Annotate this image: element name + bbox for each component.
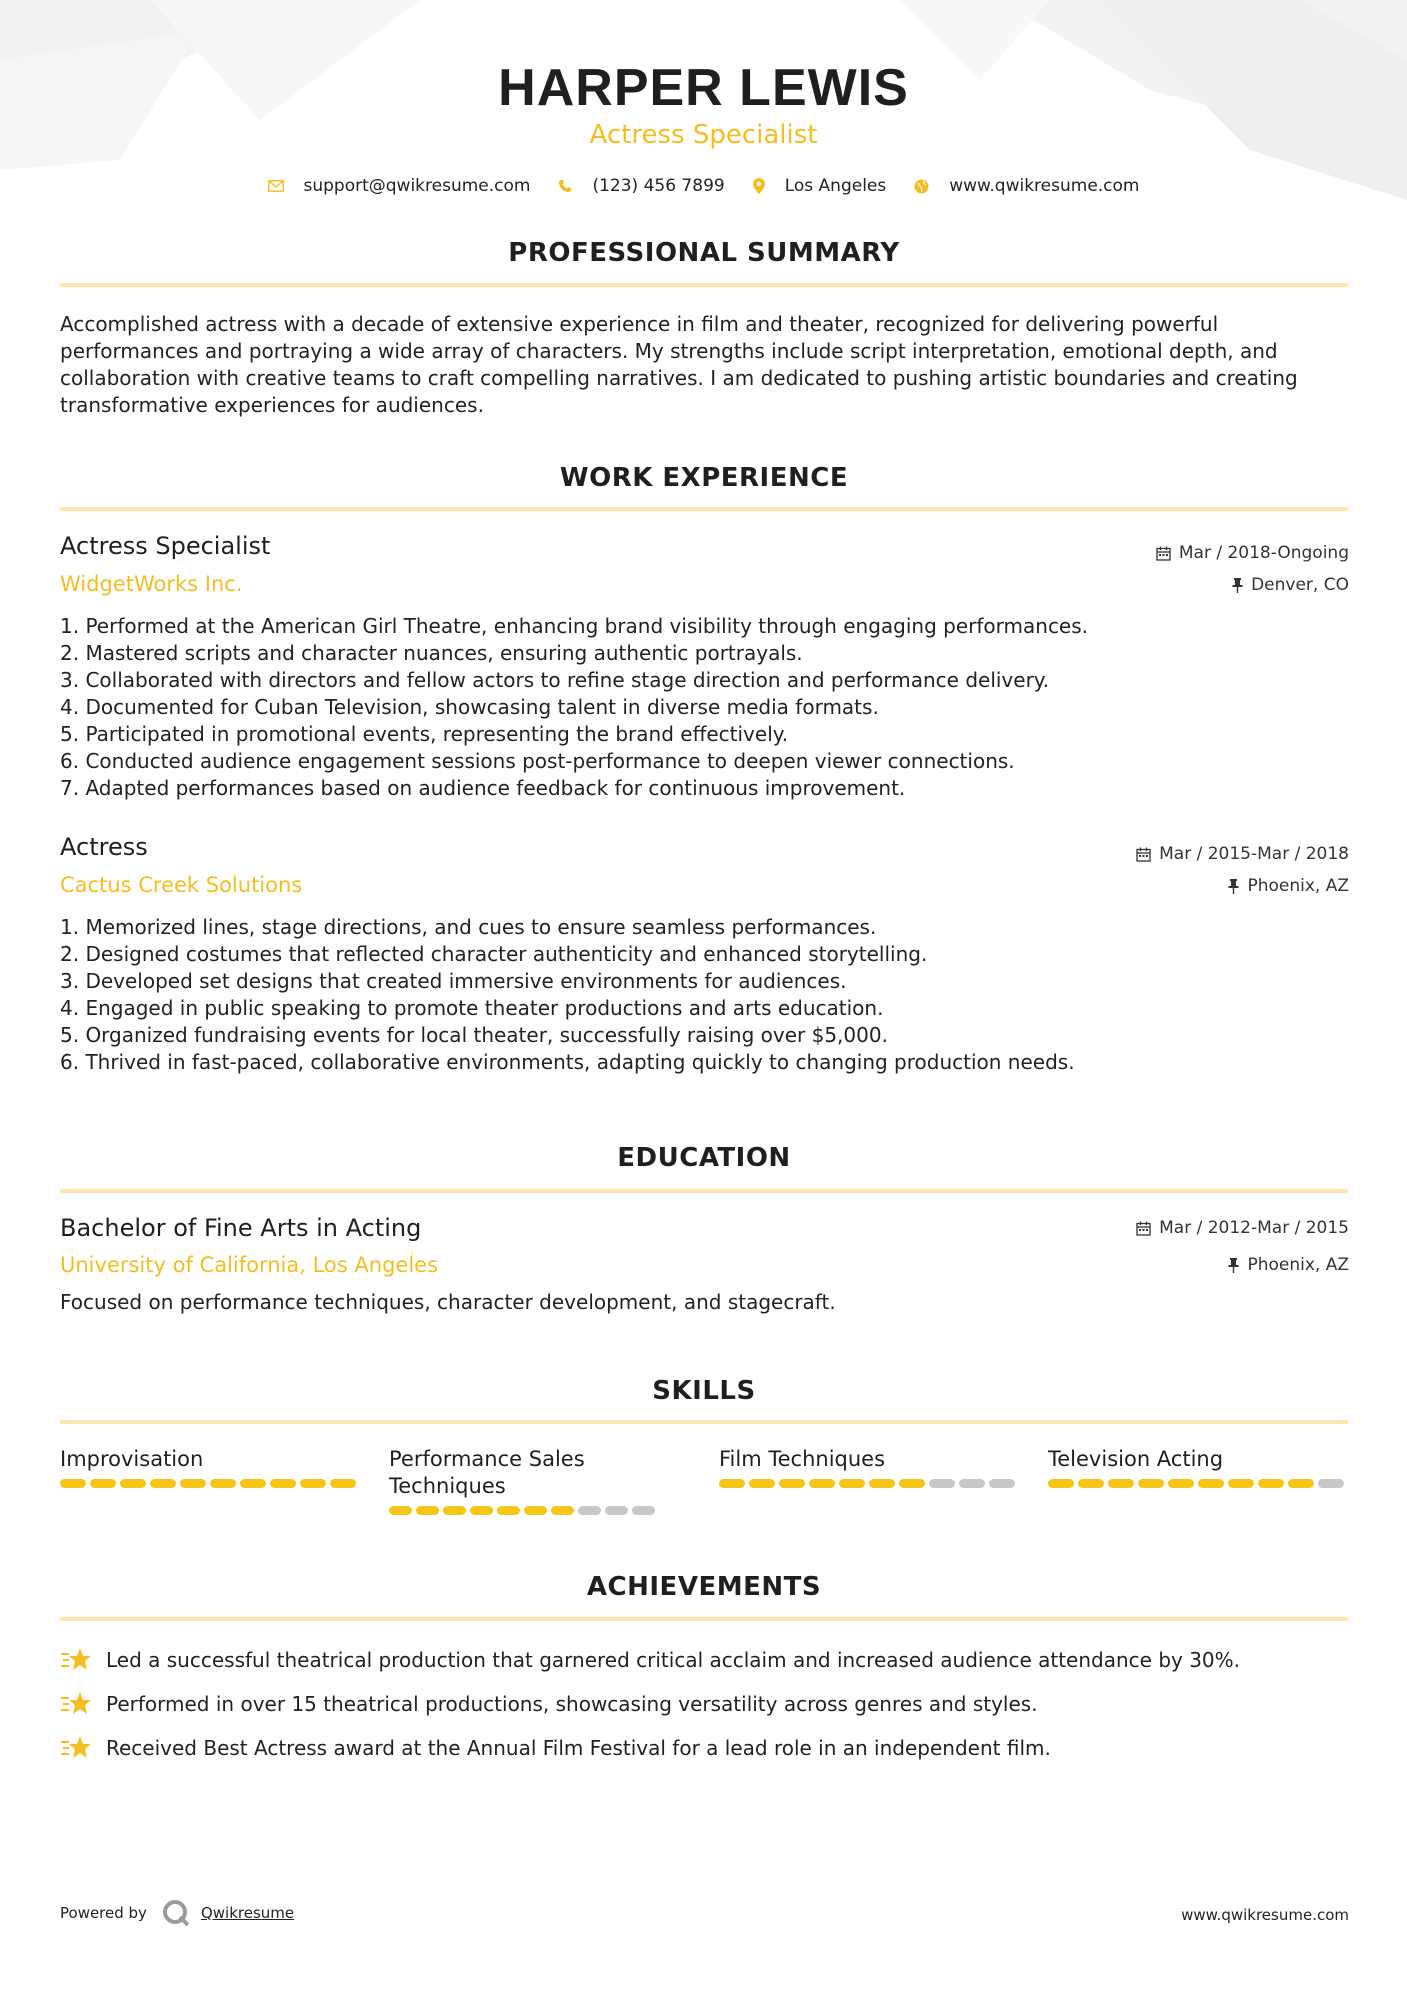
education-description: Focused on performance techniques, character development, and stagecraft. bbox=[60, 1290, 836, 1314]
skill-dot bbox=[330, 1479, 356, 1488]
skill-dot bbox=[719, 1479, 745, 1488]
education-heading: EDUCATION bbox=[617, 1143, 791, 1173]
skill-dot bbox=[1258, 1479, 1284, 1488]
skill-rating bbox=[719, 1479, 1019, 1488]
list-item: 3. Collaborated with directors and fellow actors to refine stage direction and performance delivery. bbox=[60, 668, 1050, 692]
skill-dot bbox=[470, 1506, 493, 1515]
skill-dot bbox=[749, 1479, 775, 1488]
skill-dot bbox=[1318, 1479, 1344, 1488]
shooting-star-icon bbox=[60, 1646, 92, 1674]
skill-dot bbox=[779, 1479, 805, 1488]
company-name: WidgetWorks Inc. bbox=[60, 572, 243, 596]
job-dates-text: Mar / 2015-Mar / 2018 bbox=[1159, 844, 1349, 864]
contact-location bbox=[753, 176, 887, 196]
location-text: Los Angeles bbox=[784, 176, 887, 196]
contact-phone[interactable] bbox=[558, 176, 724, 196]
job-location-text: Denver, CO bbox=[1251, 575, 1349, 595]
skill-dot bbox=[497, 1506, 520, 1515]
pushpin-icon bbox=[1228, 1258, 1239, 1273]
skill-dot bbox=[270, 1479, 296, 1488]
achievement-text: Led a successful theatrical production that garnered critical acclaim and increased audience attendance by 30%. bbox=[106, 1648, 1241, 1672]
skill-dot bbox=[210, 1479, 236, 1488]
job-dates bbox=[1136, 844, 1349, 864]
skill-dot bbox=[60, 1479, 86, 1488]
shooting-star-icon bbox=[60, 1690, 92, 1718]
summary-text: Accomplished actress with a decade of extensive experience in film and theater, recognized for delivering powerful performances and portraying a wide array of characters. My strengths include script interpretation, emotional depth, and collaboration with creative teams to craft compelling narratives. I am dedicated to pushing artistic boundaries and creating transformative experiences for audiences. bbox=[60, 312, 1298, 417]
skill-name: Improvisation bbox=[60, 1447, 204, 1471]
map-pin-icon bbox=[753, 178, 765, 194]
achievement-item bbox=[60, 1646, 1240, 1674]
skill-dot bbox=[839, 1479, 865, 1488]
skill-dot bbox=[578, 1506, 601, 1515]
skill-name: Television Acting bbox=[1048, 1447, 1224, 1471]
email-text: support@qwikresume.com bbox=[303, 176, 531, 196]
skill-dot bbox=[632, 1506, 655, 1515]
list-item: 6. Conducted audience engagement sessions post-performance to deepen viewer connections. bbox=[60, 749, 1015, 773]
skill-rating bbox=[60, 1479, 360, 1488]
contact-email[interactable] bbox=[268, 176, 531, 196]
contact-bar bbox=[0, 176, 1407, 196]
website-text: www.qwikresume.com bbox=[949, 176, 1140, 196]
contact-website[interactable] bbox=[914, 176, 1139, 196]
skill-dot bbox=[443, 1506, 466, 1515]
skill-dot bbox=[90, 1479, 116, 1488]
education-dates-text: Mar / 2012-Mar / 2015 bbox=[1159, 1218, 1349, 1238]
job-dates-text: Mar / 2018-Ongoing bbox=[1178, 543, 1349, 563]
degree-title: Bachelor of Fine Arts in Acting bbox=[60, 1214, 422, 1242]
list-item: 5. Participated in promotional events, representing the brand effectively. bbox=[60, 722, 789, 746]
achievement-item bbox=[60, 1690, 1038, 1718]
skill-dot bbox=[1108, 1479, 1134, 1488]
footer-website[interactable]: www.qwikresume.com bbox=[1181, 1906, 1349, 1924]
pushpin-icon bbox=[1232, 578, 1243, 593]
job-dates bbox=[1156, 543, 1349, 563]
job-location-text: Phoenix, AZ bbox=[1247, 876, 1349, 896]
skill-dot bbox=[551, 1506, 574, 1515]
company-name: Cactus Creek Solutions bbox=[60, 873, 303, 897]
list-item: 1. Memorized lines, stage directions, and cues to ensure seamless performances. bbox=[60, 915, 877, 939]
list-item: 2. Mastered scripts and character nuances, ensuring authentic portrayals. bbox=[60, 641, 803, 665]
job-title: Actress Specialist bbox=[60, 532, 271, 560]
list-item: 6. Thrived in fast-paced, collaborative environments, adapting quickly to changing production needs. bbox=[60, 1050, 1075, 1074]
job-location bbox=[1232, 575, 1349, 595]
skill-dot bbox=[1198, 1479, 1224, 1488]
skill-dot bbox=[989, 1479, 1015, 1488]
skill-rating bbox=[389, 1506, 659, 1515]
skill-dot bbox=[416, 1506, 439, 1515]
achievement-text: Received Best Actress award at the Annual Film Festival for a lead role in an independent film. bbox=[106, 1736, 1051, 1760]
skill-dot bbox=[959, 1479, 985, 1488]
achievement-item bbox=[60, 1734, 1051, 1762]
skill-dot bbox=[150, 1479, 176, 1488]
job-title: Actress bbox=[60, 833, 148, 861]
candidate-title: Actress Specialist bbox=[589, 120, 818, 150]
list-item: 4. Engaged in public speaking to promote theater productions and arts education. bbox=[60, 996, 884, 1020]
skill-dot bbox=[389, 1506, 412, 1515]
list-item: 3. Developed set designs that created immersive environments for audiences. bbox=[60, 969, 847, 993]
list-item: 7. Adapted performances based on audience feedback for continuous improvement. bbox=[60, 776, 906, 800]
skill-dot bbox=[524, 1506, 547, 1515]
section-divider bbox=[60, 1189, 1348, 1193]
phone-text: (123) 456 7899 bbox=[592, 176, 725, 196]
skill-dot bbox=[1078, 1479, 1104, 1488]
globe-icon bbox=[914, 179, 929, 194]
skill-dot bbox=[1138, 1479, 1164, 1488]
section-divider bbox=[60, 1420, 1348, 1424]
job-bullet-list bbox=[60, 613, 1350, 802]
skill-dot bbox=[809, 1479, 835, 1488]
powered-by-label: Powered by bbox=[60, 1904, 147, 1922]
section-divider bbox=[60, 507, 1348, 511]
skill-dot bbox=[1288, 1479, 1314, 1488]
education-dates bbox=[1136, 1218, 1349, 1238]
skill-item bbox=[719, 1446, 1019, 1488]
calendar-icon bbox=[1136, 1221, 1151, 1236]
qwikresume-link[interactable]: Qwikresume bbox=[200, 1904, 295, 1922]
education-location bbox=[1228, 1255, 1349, 1275]
skill-item bbox=[1048, 1446, 1348, 1488]
calendar-icon bbox=[1136, 847, 1151, 862]
achievements-heading: ACHIEVEMENTS bbox=[586, 1572, 822, 1602]
list-item: 1. Performed at the American Girl Theatre, enhancing brand visibility through engaging performances. bbox=[60, 614, 1089, 638]
envelope-icon bbox=[268, 180, 284, 192]
summary-heading: PROFESSIONAL SUMMARY bbox=[508, 238, 900, 268]
skill-dot bbox=[120, 1479, 146, 1488]
skill-dot bbox=[1168, 1479, 1194, 1488]
job-bullet-list bbox=[60, 914, 1350, 1076]
section-divider bbox=[60, 1617, 1348, 1621]
phone-icon bbox=[558, 179, 572, 193]
section-divider bbox=[60, 283, 1348, 287]
skill-dot bbox=[1048, 1479, 1074, 1488]
candidate-name: HARPER LEWIS bbox=[498, 59, 909, 117]
calendar-icon bbox=[1156, 546, 1171, 561]
school-name: University of California, Los Angeles bbox=[60, 1253, 439, 1277]
education-location-text: Phoenix, AZ bbox=[1247, 1255, 1349, 1275]
footer-powered-by bbox=[60, 1898, 294, 1928]
qwikresume-logo-icon bbox=[161, 1898, 191, 1928]
pushpin-icon bbox=[1228, 879, 1239, 894]
shooting-star-icon bbox=[60, 1734, 92, 1762]
skill-item bbox=[389, 1446, 659, 1515]
skill-dot bbox=[929, 1479, 955, 1488]
list-item: 4. Documented for Cuban Television, showcasing talent in diverse media formats. bbox=[60, 695, 879, 719]
skill-dot bbox=[240, 1479, 266, 1488]
skill-dot bbox=[300, 1479, 326, 1488]
resume-header bbox=[0, 56, 1407, 196]
skill-item bbox=[60, 1446, 360, 1488]
list-item: 5. Organized fundraising events for local theater, successfully raising over $5,000. bbox=[60, 1023, 888, 1047]
skill-dot bbox=[899, 1479, 925, 1488]
job-location bbox=[1228, 876, 1349, 896]
achievement-text: Performed in over 15 theatrical productions, showcasing versatility across genres and styles. bbox=[106, 1692, 1038, 1716]
skill-name: Film Techniques bbox=[719, 1447, 886, 1471]
skills-heading: SKILLS bbox=[652, 1376, 756, 1406]
list-item: 2. Designed costumes that reflected character authenticity and enhanced storytelling. bbox=[60, 942, 928, 966]
experience-heading: WORK EXPERIENCE bbox=[559, 463, 849, 493]
skill-name: Performance Sales Techniques bbox=[389, 1447, 585, 1498]
skill-dot bbox=[1228, 1479, 1254, 1488]
skill-dot bbox=[180, 1479, 206, 1488]
skill-dot bbox=[605, 1506, 628, 1515]
skill-dot bbox=[869, 1479, 895, 1488]
skill-rating bbox=[1048, 1479, 1348, 1488]
